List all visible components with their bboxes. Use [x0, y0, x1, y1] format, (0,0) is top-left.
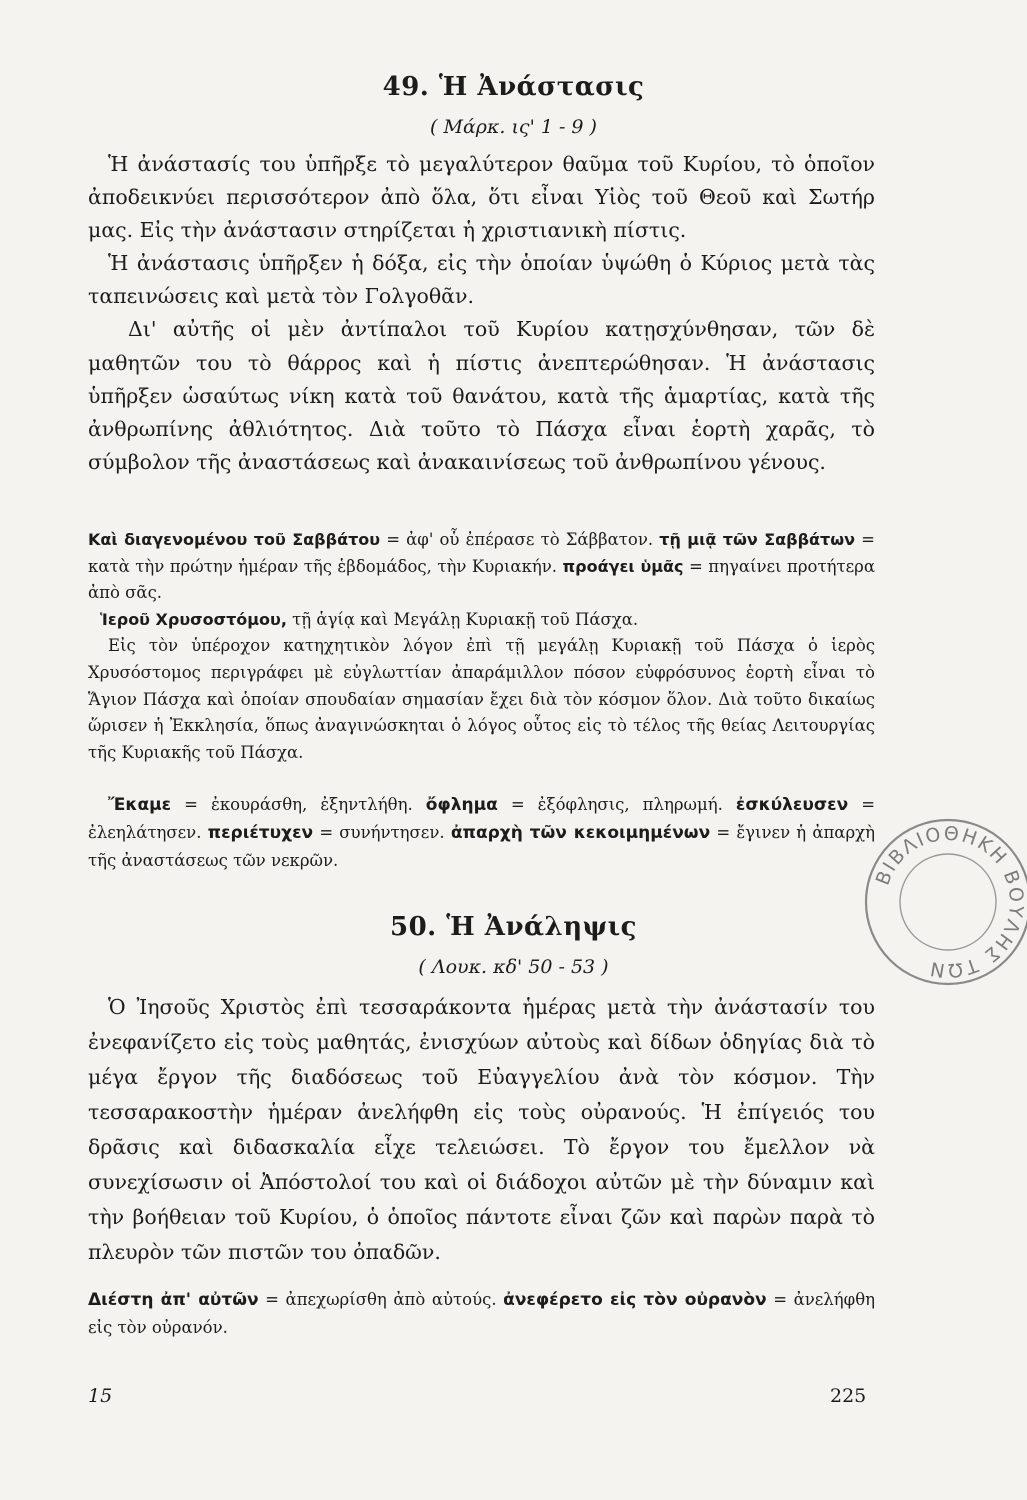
- paragraph: Ὁ Ἰησοῦς Χριστὸς ἐπὶ τεσσαράκοντα ἡμέρας μετὰ τὴν ἀνάστασίν του ἐνεφανίζετο εἰς τοὺς μαθητάς, ἐνισχύων αὐτοὺς καὶ δίδων ὁδηγίας διὰ τὸ μέγα ἔργον τῆς διαδόσεως τοῦ Εὐαγγελίου ἀνὰ τὸν κόσμον. Τὴν τεσσαρακοστὴν ἡμέραν ἀνελήφθη εἰς τοὺς οὐρανούς. Ἡ ἐπίγειός του δρᾶσις καὶ διδασκαλία εἶχε τελειώσει. Τὸ ἔργον του ἔμελλον νὰ συνεχίσωσιν οἱ Ἀπόστολοί του καὶ οἱ διάδοχοι αὐτῶν μὲ τὴν δύναμιν καὶ τὴν βοήθειαν τοῦ Κυρίου, ὁ ὁποῖος πάντοτε εἶναι ζῶν καὶ παρὼν παρὰ τὸ πλευρὸν τῶν πιστῶν του ὀπαδῶν.: [88, 995, 875, 1264]
- chrysostom-text: Εἰς τὸν ὑπέροχον κατηχητικὸν λόγον ἐπὶ τῇ μεγάλῃ Κυριακῇ τοῦ Πάσχα ὁ ἱερὸς Χρυσόστομος περιγράφει μὲ εὐγλωττίαν ἀπαράμιλλον πόσον εὐφρόσυνος ἑορτὴ εἶναι τὸ Ἅγιον Πάσχα καὶ ὁποίαν σπουδαίαν σημασίαν ἔχει διὰ τὸν κόσμον ὅλον. Διὰ τοῦτο δικαίως ὥρισεν ἡ Ἐκκλησία, ὅπως ἀναγινώσκηται ὁ λόγος οὗτος εἰς τὸ τέλος τῆς θείας Λειτουργίας τῆς Κυριακῆς τοῦ Πάσχα.: [88, 636, 875, 762]
- gloss-term: περιέτυχεν: [207, 823, 314, 843]
- gloss-term: Καὶ διαγενομένου τοῦ Σαββάτου: [88, 530, 381, 549]
- glossary-paragraph: [88, 1286, 875, 1342]
- paragraph: Ἡ ἀνάστασις ὑπῆρξεν ἡ δόξα, εἰς τὴν ὁποίαν ὑψώθη ὁ Κύριος μετὰ τὰς ταπεινώσεις καὶ μετὰ τὸν Γολγοθᾶν.: [88, 251, 875, 309]
- glossary-paragraph: [88, 791, 875, 875]
- gloss-def: = ἐκουράσθη, ἐξηντλήθη.: [184, 795, 413, 814]
- gloss-def: = συνήντησεν.: [319, 823, 445, 842]
- gloss-term: προάγει ὑμᾶς: [562, 556, 684, 576]
- gloss-def: = ἀπεχωρίσθη ἀπὸ αὐτούς.: [265, 1290, 497, 1309]
- library-stamp: [858, 812, 1027, 992]
- chrysostom-heading: [88, 607, 875, 634]
- gloss-term: ἀπαρχὴ τῶν κεκοιμημένων: [450, 823, 711, 843]
- section-49-title: 49. Ἡ Ἀνάστασις: [382, 72, 645, 102]
- section-49-glossary-2: [88, 791, 875, 875]
- gloss-term: Ἔκαμε: [108, 795, 172, 815]
- gloss-def: = κατὰ τὴν πρώτην ἡμέραν τῆς ἑβδομάδος, τὴν Κυριακήν.: [88, 530, 875, 576]
- gloss-def: = ἐξόφλησις, πληρωμή.: [510, 795, 723, 814]
- section-49-reference: ( Μάρκ. ις' 1 - 9 ): [430, 116, 597, 138]
- gloss-def: τῇ ἁγίᾳ καὶ Μεγάλῃ Κυριακῇ τοῦ Πάσχα.: [292, 609, 639, 629]
- gloss-def: = ἀφ' οὗ ἐπέρασε τὸ Σάββατον.: [386, 530, 654, 549]
- gloss-term: ἀνεφέρετο εἰς τὸν οὐρανὸν: [503, 1290, 767, 1310]
- gloss-def: = ἐλεηλάτησεν.: [88, 795, 876, 842]
- gloss-def: = ἔγινεν ἡ ἀπαρχὴ τῆς ἀναστάσεως τῶν νεκρῶν.: [88, 823, 876, 870]
- section-50-body: [88, 990, 875, 1270]
- section-50-title: 50. Ἡ Ἀνάληψις: [389, 912, 638, 942]
- glossary-paragraph: [88, 527, 875, 607]
- page-number: 225: [830, 1385, 867, 1407]
- section-49-glossary: [88, 527, 875, 766]
- gloss-term: ὄφλημα: [425, 795, 498, 815]
- gloss-term: Ἱεροῦ Χρυσοστόμου,: [100, 609, 287, 629]
- gloss-def: = ἀνελήφθη εἰς τὸν οὐρανόν.: [88, 1290, 876, 1337]
- signature-mark: 15: [88, 1385, 113, 1407]
- section-49-body: [88, 148, 875, 479]
- section-50-glossary: [88, 1286, 875, 1342]
- gloss-term: Διέστη ἀπ' αὐτῶν: [88, 1290, 259, 1310]
- gloss-term: τῇ μιᾷ τῶν Σαββάτων: [659, 530, 856, 549]
- gloss-def: = πηγαίνει προτήτερα ἀπὸ σᾶς.: [88, 556, 875, 603]
- stamp-text: ΒΙΒΛΙΟΘΗΚΗ ΒΟΥΛΗΣ ΤΩΝ: [871, 822, 1027, 982]
- paragraph: Δι' αὐτῆς οἱ μὲν ἀντίπαλοι τοῦ Κυρίου κατῃσχύνθησαν, τῶν δὲ μαθητῶν του τὸ θάρρος καὶ ἡ πίστις ἀνεπτερώθησαν. Ἡ ἀνάστασις ὑπῆρξεν ὡσαύτως νίκη κατὰ τοῦ θανάτου, κατὰ τῆς ἁμαρτίας, κατὰ τῆς ἀνθρωπίνης ἀθλιότητος. Διὰ τοῦτο τὸ Πάσχα εἶναι ἑορτὴ χαρᾶς, τὸ σύμβολον τῆς ἀναστάσεως καὶ ἀνακαινίσεως τοῦ ἀνθρωπίνου γένους.: [88, 317, 875, 474]
- section-50-reference: ( Λουκ. κδ' 50 - 53 ): [418, 956, 609, 978]
- gloss-term: ἐσκύλευσεν: [735, 795, 849, 815]
- paragraph: Ἡ ἀνάστασίς του ὑπῆρξε τὸ μεγαλύτερον θαῦμα τοῦ Κυρίου, τὸ ὁποῖον ἀποδεικνύει περισσότερον ἀπὸ ὅλα, ὅτι εἶναι Υἱὸς τοῦ Θεοῦ καὶ Σωτήρ μας. Εἰς τὴν ἀνάστασιν στηρίζεται ἡ χριστιανικὴ πίστις.: [88, 152, 875, 243]
